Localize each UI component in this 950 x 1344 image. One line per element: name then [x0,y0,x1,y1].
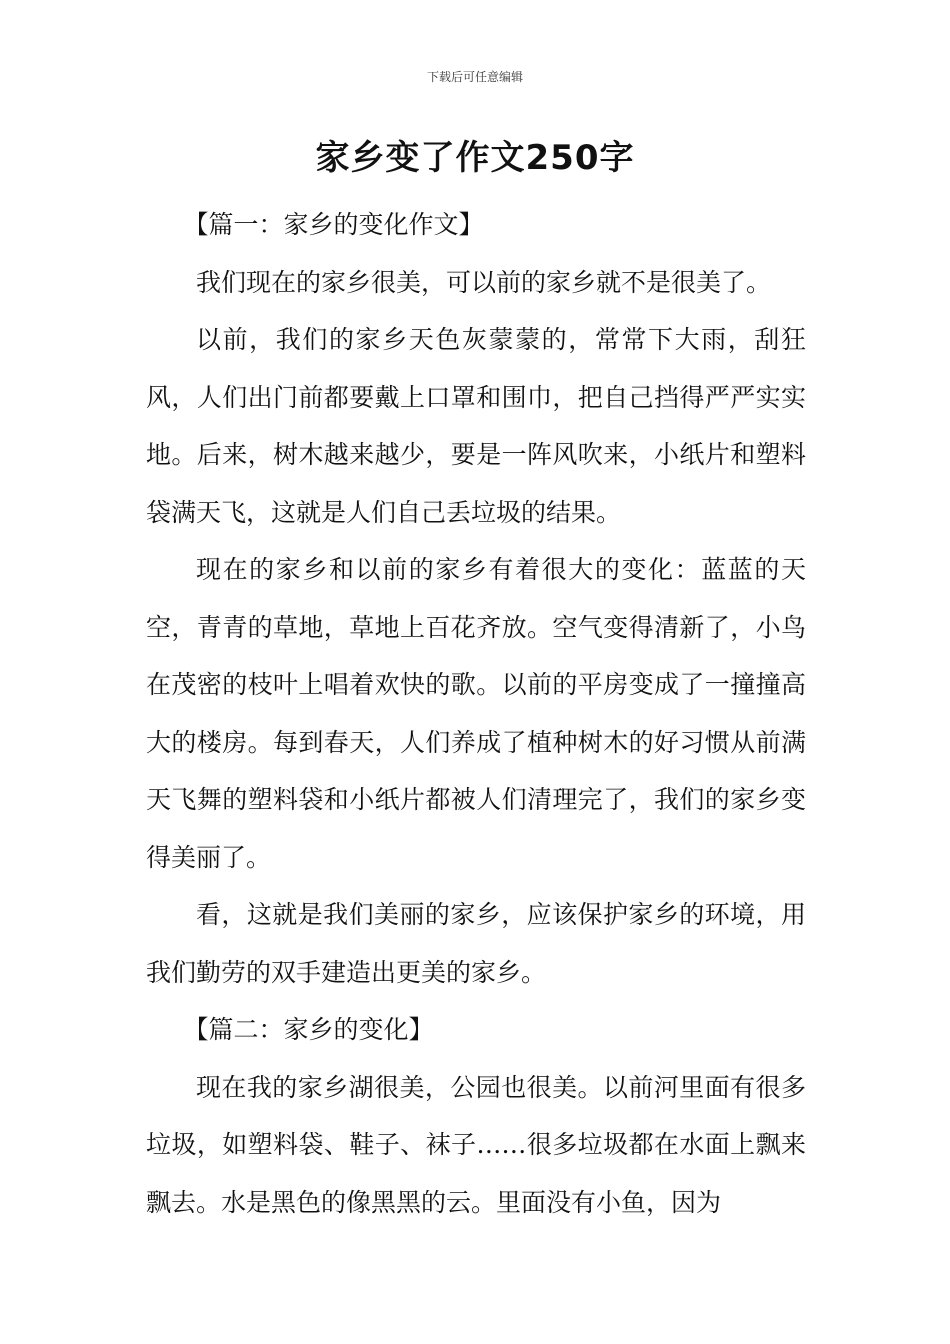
paragraph: 现在的家乡和以前的家乡有着很大的变化：蓝蓝的天空，青青的草地，草地上百花齐放。空气变得清新了，小鸟在茂密的枝叶上唱着欢快的歌。以前的平房变成了一撞撞高大的楼房。每到春天，人们养成了植种树木的好习惯从前满天飞舞的塑料袋和小纸片都被人们清理完了，我们的家乡变得美丽了。 [146,555,806,872]
paragraph: 现在我的家乡湖很美，公园也很美。以前河里面有很多垃圾，如塑料袋、鞋子、袜子……很多垃圾都在水面上飘来飘去。水是黑色的像黑黑的云。里面没有小鱼，因为 [146,1072,806,1217]
paragraph: 看，这就是我们美丽的家乡，应该保护家乡的环境，用我们勤劳的双手建造出更美的家乡。 [146,900,806,987]
document-body [146,196,806,1231]
document-title: 家乡变了作文250字 [315,138,635,178]
paragraph: 以前，我们的家乡天色灰蒙蒙的，常常下大雨，刮狂风，人们出门前都要戴上口罩和围巾，把自己挡得严严实实地。后来，树木越来越少，要是一阵风吹来，小纸片和塑料袋满天飞，这就是人们自己丢垃圾的结果。 [146,325,806,527]
section-heading: 【篇一：家乡的变化作文】 [183,210,484,239]
header-note: 下载后可任意编辑 [426,70,523,84]
paragraph: 我们现在的家乡很美，可以前的家乡就不是很美了。 [196,267,772,297]
section-heading: 【篇二：家乡的变化】 [183,1015,434,1044]
